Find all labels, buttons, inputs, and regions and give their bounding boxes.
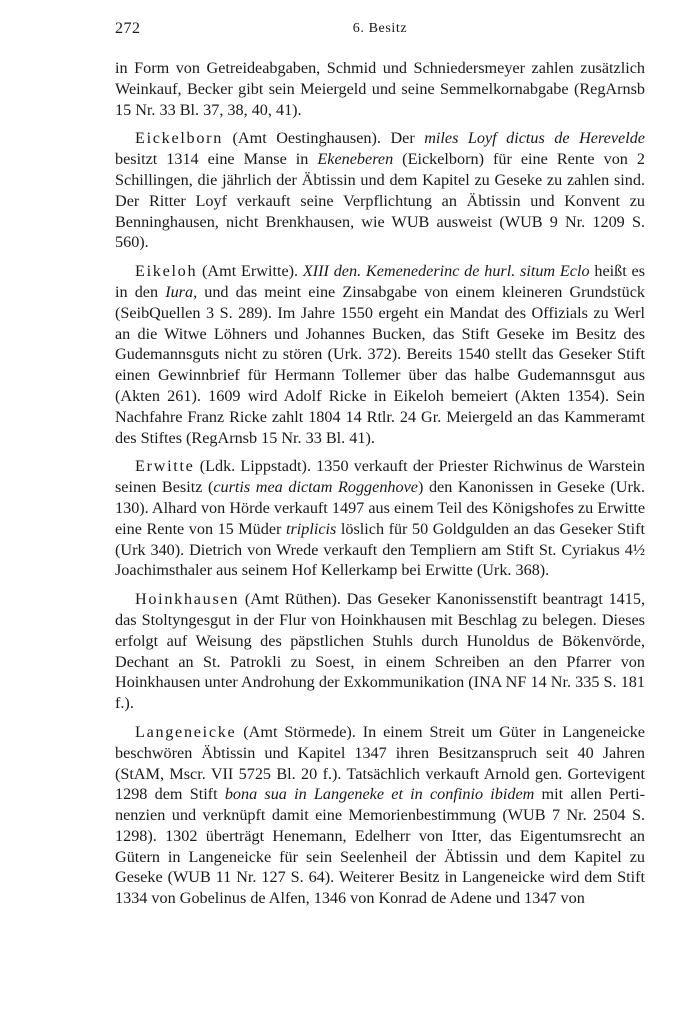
italic-quote: XIII den. Kemenederinc de hurl. situm Eclo (302, 262, 590, 281)
text-segment: (Amt Störmede). In einem Streit um Güter in Langeneicke beschwören Äbtissin und Kapitel 1347 ihren Besitzanspruch seit 40 Jahren (StAM, Mscr. VII 5725 Bl. 20 f.). Tatsächlich verkauft Arnold gen. Gortevigent 1298 dem Stift (115, 722, 645, 804)
paragraph (115, 456, 645, 581)
text-segment: in Form von Getreideabgaben, Schmid und Schniedersmeyer zahlen zusätzlich Weinkauf, Becker gibt sein Meiergeld und seine Semmelkornabgabe (RegArnsb 15 Nr. 33 Bl. 37, 38, 40, 41). (115, 59, 645, 119)
text-segment: (Ldk. Lippstadt). 1350 verkauft der Priester Richwinus de Warstein seinen Besitz ( (115, 457, 645, 497)
italic-quote: Ekeneberen (317, 150, 394, 169)
page-number: 272 (115, 20, 141, 37)
running-title: 6. Besitz (352, 21, 408, 36)
text-segment: besitzt 1314 eine Manse in (115, 150, 318, 169)
italic-quote: miles Loyf dictus de Herevelde (424, 129, 645, 148)
italic-quote: curtis mea dictam Roggenhove (213, 478, 418, 497)
page-header (115, 20, 645, 42)
text-segment: (Amt Erwitte). (197, 262, 303, 281)
text-segment: löslich für 50 Goldgulden an das Geseker Stift (Urk 340). Dietrich von Wrede verkauft den Templiern am Stift St. Cyriakus 4½ Joachimsthaler aus seinem Hof Kellerkamp bei Erwitte (Urk. 368). (115, 519, 645, 580)
text-segment: und das meint eine Zinsabgabe von einem kleineren Grundstück (SeibQuellen 3 S. 289). Im Jahre 1550 ergeht ein Mandat des Offizials zu Werl an die Witwe Löhners und Johannes Bucken, das Stift Geseke im Besitz des Gudemannsguts nicht zu stören (Urk. 372). Bereits 1540 stellt das Geseker Stift einen Gewinnbrief für Hermann Tollemer über das halbe Gudemannsgut aus (Akten 261). 1609 wird Adolf Ricke in Eikeloh bemeiert (Akten 1354). Sein Nachfahre Franz Ricke zahlt 1804 14 Rtlr. 24 Gr. Meiergeld an das Kammeramt des Stiftes (RegArnsb 15 Nr. 33 Bl. 41). (115, 282, 645, 447)
paragraph (115, 261, 645, 448)
text-segment: (Amt Oestinghausen). Der (223, 129, 425, 148)
italic-quote: bona sua in Langeneke et in confinio ibidem (224, 785, 535, 804)
paragraph (115, 589, 645, 714)
place-name: Eikeloh (135, 262, 198, 281)
place-name: Erwitte (135, 457, 195, 476)
text-segment: ) den Kanonissen in Geseke (Urk. 130). Alhard von Hörde verkauft 1497 aus einem Teil des Königshofes zu Erwitte eine Rente von 15 Müder (115, 478, 645, 538)
paragraph (115, 128, 645, 253)
italic-quote: triplicis (285, 519, 337, 538)
paragraph (115, 58, 645, 120)
body-text (115, 58, 645, 917)
text-segment: (Eickelborn) für eine Rente von 2 Schillingen, die jährlich der Äbtissin und dem Kapitel zu Geseke zu zahlen sind. Der Ritter Loyf verkauft seine Verpflichtung an Äbtissin und Konvent zu Benninghausen, nicht Brenkhausen, wie WUB ausweist (WUB 9 Nr. 1209 S. 560). (115, 150, 645, 252)
italic-quote: Iura, (165, 282, 198, 301)
place-name: Hoinkhausen (135, 590, 240, 609)
paragraph (115, 722, 645, 909)
text-segment: mit allen Pertinenzien und verknüpft damit eine Memorienbestimmung (WUB 7 Nr. 2504 S. 1298). 1302 überträgt Henemann, Edelherr von Itter, das Eigentumsrecht an Gütern in Langeneicke für sein Seelenheil der Äbtissin und dem Kapitel zu Geseke (WUB 11 Nr. 127 S. 64). Weiterer Besitz in Langeneicke wird dem Stift 1334 von Gobelinus de Alfen, 1346 von Konrad de Adene und 1347 von (115, 785, 646, 908)
text-segment: (Amt Rüthen). Das Geseker Kanonissenstift beantragt 1415, das Stoltyngesgut in der Flur von Hoinkhausen mit Beschlag zu belegen. Dieses erfolgt auf Weisung des päpstlichen Stuhls durch Hunoldus de Bökenvörde, Dechant an St. Patrokli zu Soest, in einem Schreiben an den Pfarrer von Hoinkhausen unter Androhung der Exkommunikation (INA NF 14 Nr. 335 S. 181 f.). (115, 590, 645, 713)
place-name: Eickelborn (135, 129, 224, 148)
place-name: Langeneicke (135, 722, 237, 741)
text-segment: heißt es in den (115, 262, 645, 301)
